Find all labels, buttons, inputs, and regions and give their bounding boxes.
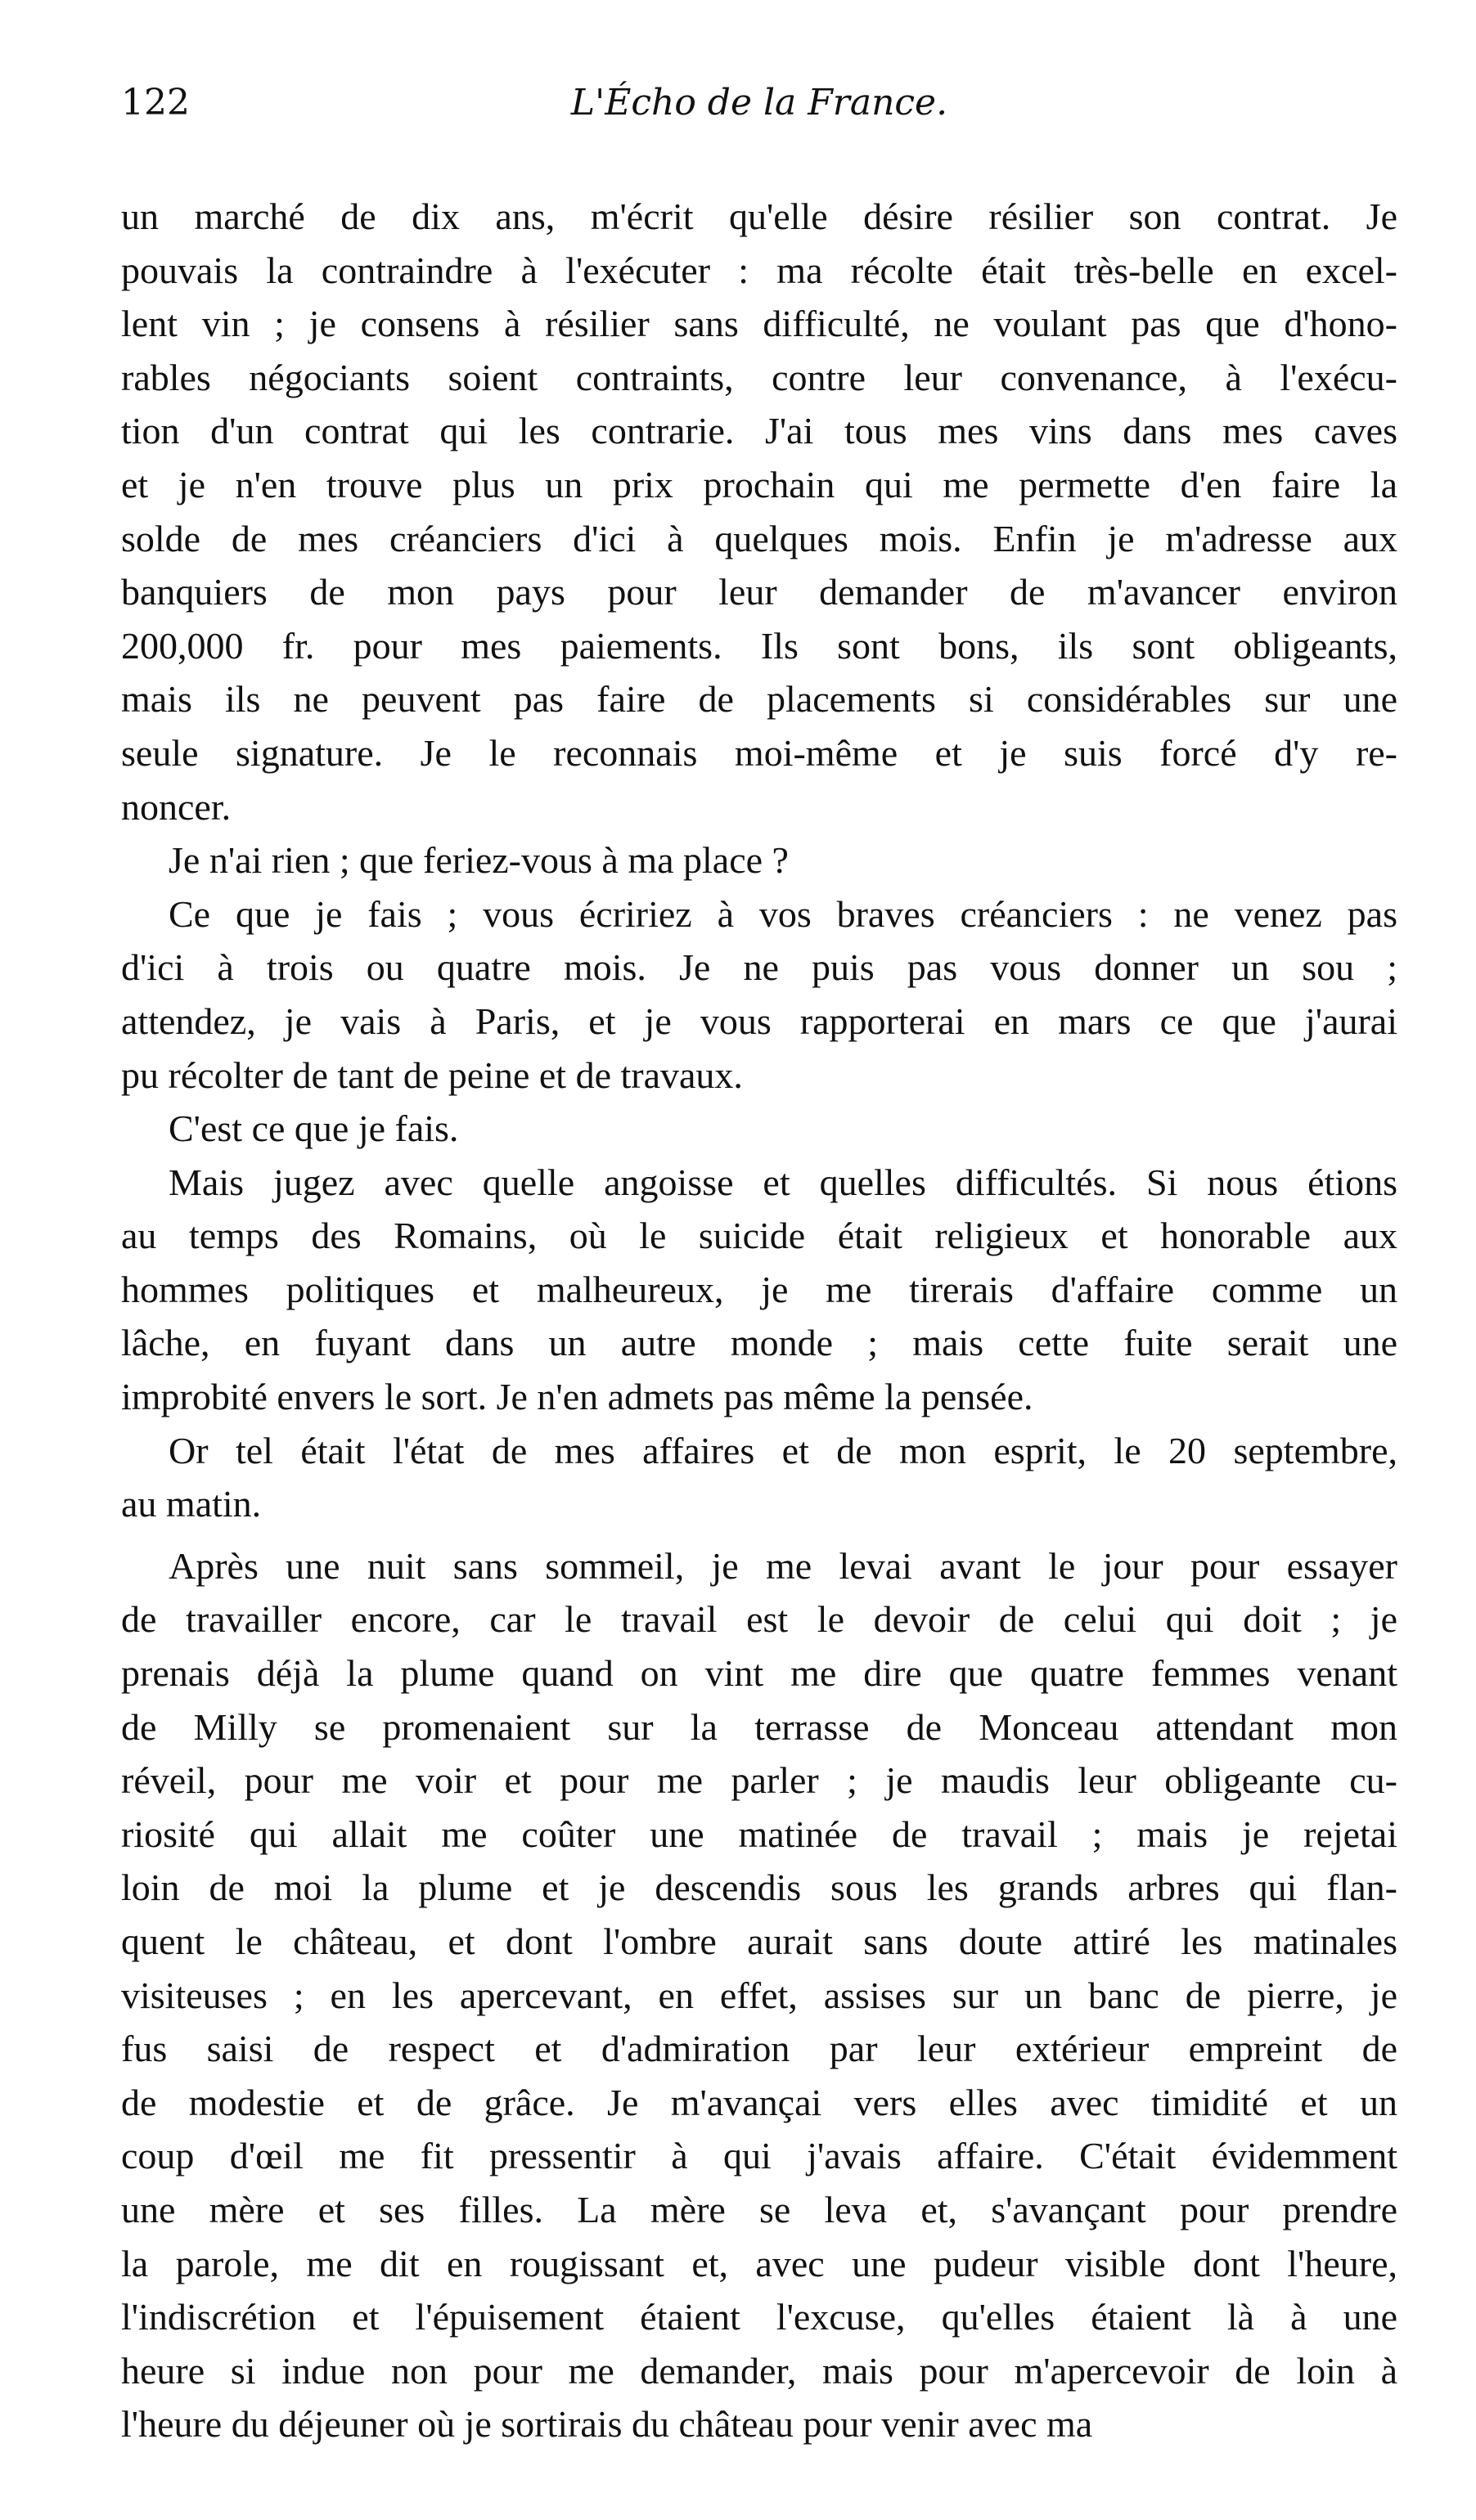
paragraph [121, 887, 1397, 1102]
running-head [121, 79, 1397, 144]
text-line: la parole, me dit en rougissant et, avec une pudeur visible dont l'heure, [121, 2242, 1397, 2284]
body-text [121, 190, 1397, 2451]
text-line: prenais déjà la plume quand on vint me dire que quatre femmes venant [121, 1652, 1397, 1695]
text-line: Après une nuit sans sommeil, je me levai avant le jour pour essayer [169, 1544, 1397, 1587]
text-line: de travailler encore, car le travail est le devoir de celui qui doit ; je [121, 1598, 1397, 1641]
paragraph [121, 833, 1397, 887]
text-line: hommes politiques et malheureux, je me tirerais d'affaire comme un [121, 1268, 1397, 1310]
paragraph [121, 1156, 1397, 1424]
text-line: heure si indue non pour me demander, mais pour m'apercevoir de loin à [121, 2349, 1397, 2392]
text-line: Je n'ai rien ; que feriez-vous à ma place ? [169, 839, 789, 882]
text-line: banquiers de mon pays pour leur demander de m'avancer environ [121, 571, 1397, 613]
text-line: et je n'en trouve plus un prix prochain qui me permette d'en faire la [121, 463, 1397, 505]
text-line: l'indiscrétion et l'épuisement étaient l'excuse, qu'elles étaient là à une [121, 2296, 1397, 2338]
text-line: Or tel était l'état de mes affaires et de mon esprit, le 20 septembre, [169, 1429, 1397, 1471]
paragraph [121, 1424, 1397, 1531]
text-line: 200,000 fr. pour mes paiements. Ils sont bons, ils sont obligeants, [121, 624, 1397, 667]
text-line: noncer. [121, 785, 232, 828]
text-line: réveil, pour me voir et pour me parler ; je maudis leur obligeante cu- [121, 1759, 1397, 1802]
page-number: 122 [121, 82, 190, 124]
text-line: improbité envers le sort. Je n'en admets pas même la pensée. [121, 1376, 1033, 1418]
text-line: loin de moi la plume et je descendis sous les grands arbres qui flan- [121, 1866, 1397, 1909]
text-line: au temps des Romains, où le suicide était religieux et honorable aux [121, 1215, 1397, 1257]
text-line: une mère et ses filles. La mère se leva et, s'avançant pour prendre [121, 2188, 1397, 2230]
text-line: de modestie et de grâce. Je m'avançai vers elles avec timidité et un [121, 2081, 1397, 2123]
paragraph [121, 190, 1397, 833]
paragraph [121, 1539, 1397, 2451]
text-line: riosité qui allait me coûter une matinée de travail ; mais je rejetai [121, 1813, 1397, 1855]
text-line: l'heure du déjeuner où je sortirais du château pour venir avec ma [121, 2403, 1093, 2446]
text-line: C'est ce que je fais. [169, 1107, 459, 1150]
document-page [121, 79, 1397, 2451]
text-line: pu récolter de tant de peine et de travaux. [121, 1053, 743, 1096]
text-line: pouvais la contraindre à l'exécuter : ma récolte était très-belle en excel- [121, 249, 1397, 291]
text-line: d'ici à trois ou quatre mois. Je ne puis pas vous donner un sou ; [121, 946, 1397, 989]
text-line: attendez, je vais à Paris, et je vous rapporterai en mars ce que j'aurai [121, 999, 1397, 1042]
text-line: solde de mes créanciers d'ici à quelques mois. Enfin je m'adresse aux [121, 517, 1397, 559]
text-line: lent vin ; je consens à résilier sans difficulté, ne voulant pas que d'hono- [121, 303, 1397, 345]
text-line: Ce que je fais ; vous écririez à vos braves créanciers : ne venez pas [169, 892, 1397, 935]
text-line: coup d'œil me fit pressentir à qui j'avais affaire. C'était évidemment [121, 2135, 1397, 2177]
text-line: lâche, en fuyant dans un autre monde ; mais cette fuite serait une [121, 1322, 1397, 1364]
text-line: tion d'un contrat qui les contrarie. J'ai tous mes vins dans mes caves [121, 410, 1397, 452]
text-line: fus saisi de respect et d'admiration par leur extérieur empreint de [121, 2028, 1397, 2070]
text-line: de Milly se promenaient sur la terrasse de Monceau attendant mon [121, 1705, 1397, 1748]
paragraph-gap [121, 1531, 1397, 1539]
text-line: au matin. [121, 1483, 262, 1525]
paragraph [121, 1102, 1397, 1156]
text-line: quent le château, et dont l'ombre aurait sans doute attiré les matinales [121, 1920, 1397, 1962]
text-line: Mais jugez avec quelle angoisse et quelles difficultés. Si nous étions [169, 1161, 1397, 1203]
text-line: rables négociants soient contraints, contre leur convenance, à l'exécu- [121, 356, 1397, 398]
text-line: mais ils ne peuvent pas faire de placements si considérables sur une [121, 678, 1397, 721]
text-line: un marché de dix ans, m'écrit qu'elle désire résilier son contrat. Je [121, 195, 1397, 237]
text-line: seule signature. Je le reconnais moi-même et je suis forcé d'y re- [121, 731, 1397, 774]
running-title: L'Écho de la France. [570, 82, 948, 124]
text-line: visiteuses ; en les apercevant, en effet, assises sur un banc de pierre, je [121, 1974, 1397, 2016]
